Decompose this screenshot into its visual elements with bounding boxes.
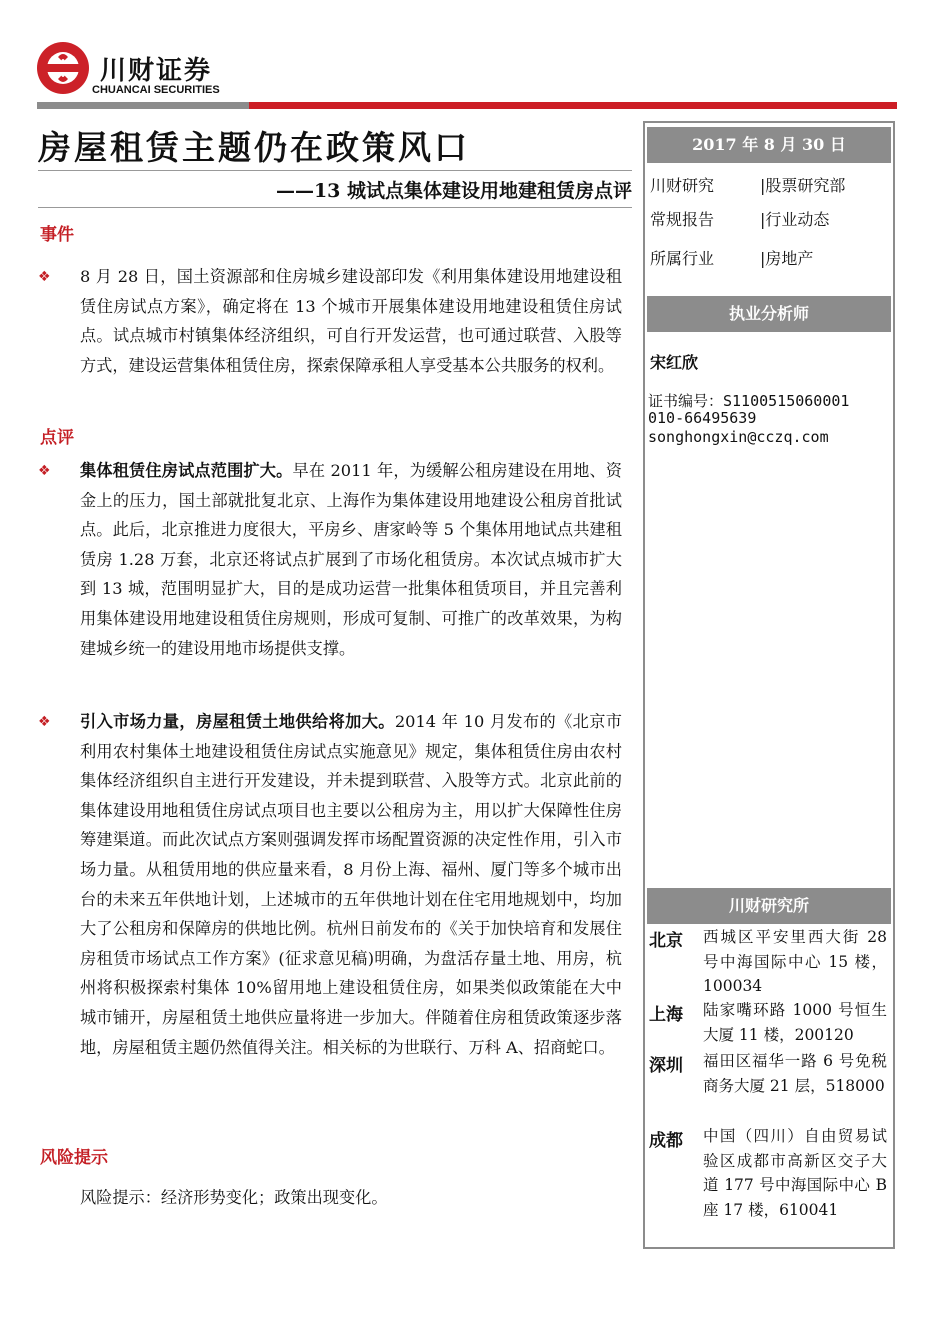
meta-value: |房地产 xyxy=(760,249,814,268)
comment-paragraph-1 xyxy=(80,456,622,663)
logo-mark-icon xyxy=(55,54,71,82)
office-address-beijing: 西城区平安里西大街 28 号中海国际中心 15 楼，100034 xyxy=(703,928,887,995)
meta-row-type xyxy=(650,207,829,230)
office-city-shanghai: 上海 xyxy=(649,1005,683,1025)
title-divider xyxy=(38,170,632,171)
comment-heading: 点评 xyxy=(40,428,74,448)
analyst-heading: 执业分析师 xyxy=(647,296,891,332)
office-city-beijing: 北京 xyxy=(649,931,683,951)
header-rule-gray xyxy=(37,102,249,109)
office-address-shanghai: 陆家嘴环路 1000 号恒生大厦 11 楼，200120 xyxy=(703,1001,887,1044)
meta-key: 川财研究 xyxy=(650,176,715,195)
comment-paragraph-2 xyxy=(80,707,622,1062)
comment-2-body: 2014 年 10 月发布的《北京市利用农村集体土地建设租赁住房试点实施意见》规定，集体租赁住房由农村集体经济组织自主进行开发建设，并未提到联营、入股等方式。北京此前的集体建设用地租赁住房试点项目也主要以公租房为主，用以扩大保障性住房筹建渠道。而此次试点方案则强调发挥市场配置资源的决定性作用，引入市场力量。从租赁用地的供应量来看，8 月份上海、福州、厦门等多个城市出台的未来五年供地计划，上述城市的五年供地计划在住宅用地规划中，均加大了公租房和保障房的供地比例。杭州日前发布的《关于加快培育和发展住房租赁市场试点工作方案》(征求意见稿)明确，为盘活存量土地、用房，杭州将积极探索村集体 10%留用地上建设租赁住房，如果类似政策能在大中城市铺开，房屋租赁土地供应量将进一步加大。伴随着住房租赁政策逐步落地，房屋租赁主题仍然值得关注。相关标的为世联行、万科 A、招商蛇口。 xyxy=(80,712,622,1057)
brand-name-cn: 川财证券 xyxy=(100,56,213,86)
analyst-cert: 证书编号：S1100515060001 xyxy=(648,392,850,410)
event-paragraph: 8 月 28 日，国土资源部和住房城乡建设部印发《利用集体建设用地建设租赁住房试点方案》，确定将在 13 个城市开展集体建设用地建设租赁住房试点。试点城市村镇集体经济组织，可自行开发运营，也可通过联营、入股等方式，建设运营集体租赁住房，探索保障承租人享受基本公共服务的权利。 xyxy=(80,267,622,375)
analyst-name: 宋红欣 xyxy=(650,353,699,372)
comment-1-lead: 集体租赁住房试点范围扩大。 xyxy=(80,461,293,480)
meta-value: |股票研究部 xyxy=(760,176,846,195)
office-address-shenzhen: 福田区福华一路 6 号免税商务大厦 21 层，518000 xyxy=(703,1052,887,1095)
meta-row-research xyxy=(650,173,845,196)
office-city-chengdu: 成都 xyxy=(649,1131,683,1151)
institute-heading: 川财研究所 xyxy=(647,888,891,924)
risk-text: 风险提示：经济形势变化；政策出现变化。 xyxy=(80,1188,388,1207)
analyst-email[interactable]: songhongxin@cczq.com xyxy=(648,428,829,446)
meta-key: 常规报告 xyxy=(650,210,715,229)
meta-value: |行业动态 xyxy=(760,210,830,229)
report-title: 房屋租赁主题仍在政策风口 xyxy=(38,128,470,167)
comment-2-lead: 引入市场力量，房屋租赁土地供给将加大。 xyxy=(80,712,395,731)
office-city-shenzhen: 深圳 xyxy=(649,1056,683,1076)
risk-heading: 风险提示 xyxy=(40,1148,108,1168)
company-logo xyxy=(37,42,89,94)
header-rule-red xyxy=(249,102,897,109)
diamond-bullet-icon: ❖ xyxy=(38,269,51,285)
comment-1-body: 早在 2011 年，为缓解公租房建设在用地、资金上的压力，国土部就批复北京、上海作为集体建设用地建设公租房首批试点。此后，北京推进力度很大，平房乡、唐家岭等 5 个集体用地试点共建租赁房 1.28 万套，北京还将试点扩展到了市场化租赁房。本次试点城市扩大到 13 城，范围明显扩大，目的是成功运营一批集体租赁项目，并且完善利用集体建设用地建设租赁住房规则，形成可复制、可推广的改革效果，为构建城乡统一的建设用地市场提供支撑。 xyxy=(80,461,622,658)
diamond-bullet-icon: ❖ xyxy=(38,714,51,730)
brand-name-en: CHUANCAI SECURITIES xyxy=(92,84,220,96)
event-heading: 事件 xyxy=(40,225,74,245)
diamond-bullet-icon: ❖ xyxy=(38,463,51,479)
report-date: 2017 年 8 月 30 日 xyxy=(647,127,891,163)
meta-key: 所属行业 xyxy=(650,249,715,268)
report-subtitle: ——13 城试点集体建设用地建租赁房点评 xyxy=(275,180,632,202)
subtitle-divider xyxy=(38,207,632,208)
analyst-phone: 010-66495639 xyxy=(648,409,757,427)
office-address-chengdu: 中国（四川）自由贸易试验区成都市高新区交子大道 177 号中海国际中心 B 座 17 楼，610041 xyxy=(703,1127,887,1219)
meta-row-industry xyxy=(650,246,813,269)
